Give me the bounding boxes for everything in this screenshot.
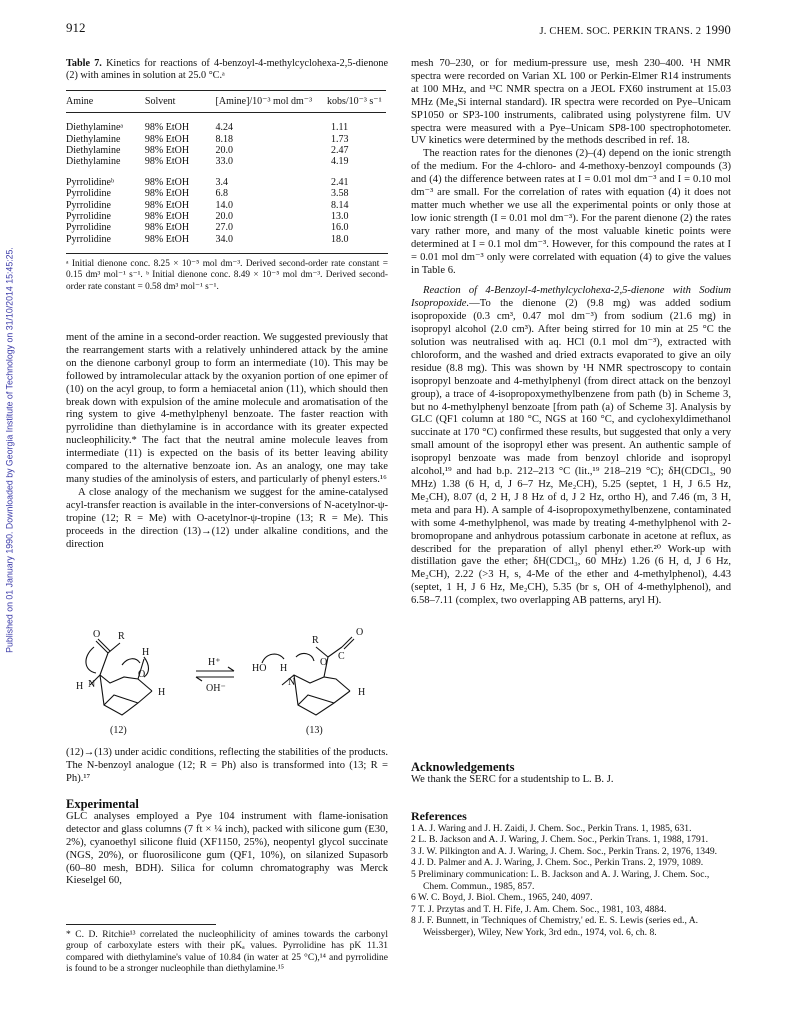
atom-o2-12: O [138, 669, 146, 680]
curly-arrow-13 [296, 654, 314, 661]
atom-h2-12: H [142, 647, 150, 658]
table-row [66, 222, 386, 233]
cell-kobs: 2.41 [330, 176, 349, 188]
page-number: 912 [66, 20, 86, 35]
reference-item: 8 J. F. Bunnett, in 'Techniques of Chemistry,' ed. E. S. Lewis (series ed., A. Weissberger), Wiley, New York, 3rd edn., 1974, vol. 6, ch. 8. [411, 915, 699, 938]
cell-amine: Pyrrolidine [66, 222, 111, 234]
reverse-arrow-head [196, 677, 202, 681]
table-row [66, 200, 386, 211]
atom-o-12: O [93, 629, 101, 640]
cell-solvent: 98% EtOH [144, 133, 190, 145]
body-paragraph [411, 285, 731, 608]
atom-h2-13: H [358, 687, 366, 698]
curly-arrow-12 [86, 647, 96, 673]
cell-solvent: 98% EtOH [144, 222, 190, 234]
cell-amine-conc: 34.0 [215, 233, 234, 245]
cell-solvent: 98% EtOH [144, 176, 190, 188]
table-caption [66, 58, 388, 83]
compound-label-13: (13) [306, 725, 323, 736]
section-heading-experimental: Experimental [66, 797, 139, 811]
cell-kobs: 2.47 [330, 145, 349, 157]
cell-amine-conc: 6.8 [215, 188, 229, 200]
right-body-text [411, 58, 731, 608]
cell-amine: Pyrrolidine [66, 211, 111, 223]
atom-h-12: H [76, 681, 84, 692]
cell-amine: Pyrrolidineᵇ [66, 176, 115, 188]
cell-solvent: 98% EtOH [144, 188, 190, 200]
forward-arrow-head [228, 667, 234, 671]
table-row [66, 145, 386, 156]
atom-o2-13: O [356, 627, 364, 638]
table-7 [66, 58, 388, 293]
reference-item: 7 T. J. Przytas and T. H. Fife, J. Am. Chem. Soc., 1981, 103, 4884. [411, 903, 667, 915]
cell-kobs: 8.14 [330, 199, 349, 211]
references-section [411, 811, 731, 939]
left-body-text [66, 332, 388, 551]
journal-header [540, 24, 732, 39]
section-heading-acknowledgements: Acknowledgements [411, 760, 515, 774]
cell-amine-conc: 20.0 [215, 145, 234, 157]
kinetics-table [66, 90, 386, 245]
watermark-text: Published on 01 January 1990. Downloaded by Georgia Institute of Technology on 31/10/2014 15:45:25. [4, 247, 15, 653]
body-paragraph: A close analogy of the mechanism we suggest for the amine-catalysed acyl-transfer reaction is available in the inter-conversions of N-acetylnor-ψ-tropine (12; R = Me) with O-acetylnor-ψ-tropine (13; R = Me). This proceeds in the direction (13)→(12) under alkaline conditions, and the direction [66, 486, 388, 550]
procedure-title: Reaction of 4-Benzoyl-4-methylcyclohexa-2,5-dienone with Sodium Isopropoxide. [411, 285, 731, 310]
cell-kobs: 1.73 [330, 133, 349, 145]
atom-n-12: N [88, 679, 96, 690]
table-row [66, 234, 386, 245]
cell-amine: Diethylamine [66, 156, 121, 168]
cell-kobs: 4.19 [330, 156, 349, 168]
reaction-scheme [66, 607, 388, 739]
cell-solvent: 98% EtOH [144, 233, 190, 245]
footnote-text: * C. D. Ritchie¹³ correlated the nucleophilicity of amines towards the carbonyl group of carboxylate esters with their pKₐ values. Pyrrolidine has pK 11.31 compared with diethylamine's value of 10.84 (in water at 25 °C),¹⁴ and pyrrolidine is found to be a stronger nucleophile than diethylamine.¹⁵ [66, 930, 388, 975]
table-row [66, 168, 386, 188]
download-watermark [3, 190, 17, 710]
body-paragraph: mesh 70–230, or for medium-pressure use, mesh 230–400. ¹H NMR spectra were recorded on Varian XL 100 or Perkin-Elmer R14 instruments at 100 MHz, and ¹³C NMR spectra on a JEOL FX60 instrument at 15.03 MHz (Me₄Si internal standard). IR spectra were recorded on Pye–Unicam SP1050 or SP3-100 instruments, calibrated using polystyrene film. UV spectra were measured with a Pye–Unicam SP8-100 spectrophotometer. UV kinetics were determined by the methods described in ref. 18. [411, 58, 731, 147]
cell-amine-conc: 4.24 [215, 122, 234, 134]
curly-arrow-12 [122, 659, 140, 665]
bridge-bond-12 [104, 695, 138, 705]
arrow-label-base: OH⁻ [206, 683, 226, 694]
header-amine: Amine [66, 90, 145, 112]
body-paragraph: The reaction rates for the dienones (2)–(4) depend on the ionic strength of the medium. For the 4-chloro- and 4-methoxy-benzoyl compounds (3) and (4) the difference between rates at I = 0.01 mol dm⁻³ and I = 0.10 mol dm⁻³ are small. For the correlation of rates with equation (4) it does not matter much whether we use all the experimental points or only those at low ionic strength (I = 0.01 mol dm⁻³). For the parent dienone (2) the rates vary rather more, and many of the most valuable kinetic points were determined at I = 0.1 mol dm⁻³. However, for this compound the rates at I = 0.01 mol dm⁻³ only were correlated with equation (4) to give the values in Table 6. [411, 148, 731, 276]
table-caption-label: Table 7. [66, 58, 102, 69]
cell-kobs: 1.11 [330, 122, 349, 134]
reference-item: 2 L. B. Jackson and A. J. Waring, J. Chem. Soc., Perkin Trans. 1, 1988, 1791. [411, 834, 708, 846]
cell-solvent: 98% EtOH [144, 122, 190, 134]
atom-h-13: H [280, 663, 288, 674]
journal-name: J. CHEM. SOC. PERKIN TRANS. 2 [539, 26, 702, 37]
cell-amine-conc: 8.18 [215, 133, 234, 145]
acknowledgements-section [411, 761, 731, 787]
table-row [66, 113, 386, 134]
cell-solvent: 98% EtOH [144, 211, 190, 223]
cell-amine-conc: 20.0 [215, 211, 234, 223]
reference-item: 1 A. J. Waring and J. H. Zaidi, J. Chem. Soc., Perkin Trans. 1, 1985, 631. [411, 822, 692, 834]
reference-item: 4 J. D. Palmer and A. J. Waring, J. Chem. Soc., Perkin Trans. 2, 1979, 1089. [411, 857, 704, 869]
ring-bond-13 [294, 675, 350, 715]
cell-amine: Diethylamine [66, 145, 121, 157]
atom-o-13: O [320, 657, 328, 668]
cell-amine-conc: 33.0 [215, 156, 234, 168]
cell-amine-conc: 14.0 [215, 199, 234, 211]
table-row [66, 134, 386, 145]
atom-ho-13: HO [252, 663, 267, 674]
cell-amine: Diethylamineᵃ [66, 122, 124, 134]
header-kobs: kobs/10⁻³ s⁻¹ [321, 90, 386, 112]
ester-o-bond-13 [316, 647, 328, 657]
cell-kobs: 13.0 [330, 211, 349, 223]
procedure-text: —To the dienone (2) (9.8 mg) was added sodium isopropoxide (0.3 cm³, 0.47 mol dm⁻³) from sodium (21.6 mg) in isopropyl alcohol (2.0 cm³). After being stirred for 10 min at 25 °C the solution was neutralised with aq. HCl (0.1 mol dm⁻³), extracted with chloroform, and the washed and dried extracts evaporated to give an oily residue (8.8 mg). This was shown by ¹H NMR spectroscopy to contain isopropyl benzoate and 4-methylphenyl (from direct attack on the benzoyl group), a trace of 4-isopropoxymethylbenzene from path (b) in Scheme 3, but no 4-methylphenyl benzoate [from path (a) of Scheme 3]. Analysis by GLC (QF1 column at 180 °C, NGS at 160 °C, and cyclohexyldimethanol succinate at 170 °C) confirmed these results, but suggested that only a very small amount of the isopropyl ether was present. An authentic sample of isopropyl benzoate was made from benzoyl chloride and isopropyl alcohol,¹⁹ and had b.p. 212–213 °C (lit.,¹⁹ 218–219 °C); δH(CDCl₃, 90 MHz) 1.38 (6 H, d, J 6–7 Hz, Me₂CH), 5.25 (septet, 1 H, J 6.5 Hz, Me₂CH), 8.07 (d, 2 H, J 8 Hz of d, J 2 Hz, ortho H), and 7.46 (m, 3 H, meta and para H). A sample of 4-isopropoxymethylbenzene, contaminated with some 4-methylphenol, was made by treating 4-methylphenol with 2-bromopropane and anhydrous potassium carbonate in acetone at reflux, as described for the preparation of allyl phenyl ether.²⁰ Work-up with distillation gave the ether; δH(CDCl₃, 60 MHz) 1.26 (6 H, d, J 6 Hz, Me₂CH), 2.22 (>3 H, s, 4-Me of the ether and 4-methylphenol), 4.43 (septet, 1 H, J 6 Hz, Me₂CH), 5.35 (br s, OH of 4-methylphenol), and 6.58–7.11 (complex, two overlapping AB patterns, aryl H). [411, 298, 731, 607]
cell-amine: Pyrrolidine [66, 188, 111, 200]
cell-amine-conc: 3.4 [215, 176, 229, 188]
body-paragraph: (12)→(13) under acidic conditions, reflecting the stabilities of the products. The N-benzoyl analogue (12; R = Ph) also is transformed into (13; R = Ph).¹⁷ [66, 747, 388, 784]
body-paragraph: ment of the amine in a second-order reaction. We suggested previously that the rearrangement starts with a relatively unhindered attack by the amine on the dienone carbonyl group to form an intermediate (10). This may be followed by intramolecular attack by the oxyanion portion of one epimer of (10) on the acyl group, to form a hemiacetal anion (11), which should then break down with expulsion of the amine molecule and aromatisation of the ring system to give 4-methylphenyl benzoate. The faster reaction with pyrrolidine than diethylamine is in accordance with its greater expected nucleophilicity.* The fact that the neutral amine molecule leaves from intermediate (11) is expected on the basis of its better leaving ability compared to the alternative benzoate ion. As an analogy, one may take many studies of the aminolysis of esters, and particularly of phenyl esters.¹⁶ [66, 332, 388, 485]
header-solvent: Solvent [145, 90, 216, 112]
section-heading-references: References [411, 809, 467, 823]
table-caption-text: Kinetics for reactions of 4-benzoyl-4-methylcyclohexa-2,5-dienone (2) with amines in solution at 25.0 °C.ᵃ [66, 58, 388, 82]
compound-label-12: (12) [110, 725, 127, 736]
atom-r-12: R [118, 631, 125, 642]
scheme-drawing [66, 607, 388, 739]
table-row [66, 188, 386, 199]
cell-amine: Pyrrolidine [66, 233, 111, 245]
bridge-bond-13 [298, 695, 334, 705]
table-row [66, 211, 386, 222]
atom-r-13: R [312, 635, 319, 646]
header-amine-conc: [Amine]/10⁻³ mol dm⁻³ [216, 90, 321, 112]
page-footnote [66, 924, 388, 976]
cell-solvent: 98% EtOH [144, 156, 190, 168]
body-paragraph: GLC analyses employed a Pye 104 instrument with flame-ionisation detector and glass columns (7 ft × ¼ inch), packed with silicone gum (E30, 2%), cyanoethyl silicone fluid (XF1150, 25%), neopentyl glycol succinate (NGS, 20%), or fluorosilicone gum (QF1, 10%), on silanized Supasorb (60–80 mesh, BDH). Silica for column chromatography was Merck Kieselgel 60, [66, 810, 388, 887]
cell-solvent: 98% EtOH [144, 199, 190, 211]
atom-h3-12: H [158, 687, 166, 698]
table-header-row [66, 90, 386, 112]
cell-kobs: 16.0 [330, 222, 349, 234]
atom-c-13: C [338, 651, 345, 662]
cell-amine-conc: 27.0 [215, 222, 234, 234]
table-row [66, 156, 386, 167]
reference-item: 6 W. C. Boyd, J. Biol. Chem., 1965, 240, 4097. [411, 892, 593, 904]
reference-item: 5 Preliminary communication: L. B. Jackson and A. J. Waring, J. Chem. Soc., Chem. Commun., 1985, 857. [411, 868, 710, 892]
cell-amine: Diethylamine [66, 133, 121, 145]
curly-arrow-13 [262, 654, 284, 663]
reference-list [411, 823, 731, 939]
table-footnote: ᵃ Initial dienone conc. 8.25 × 10⁻⁵ mol dm⁻³. Derived second-order rate constant = 0.15 dm³ mol⁻¹ s⁻¹. ᵇ Initial dienone conc. 8.49 × 10⁻⁵ mol dm⁻³. Derived second-order rate constant = 0.58 dm³ mol⁻¹ s⁻¹. [66, 253, 388, 293]
cell-solvent: 98% EtOH [144, 145, 190, 157]
atom-n-13: N [288, 677, 296, 688]
arrow-label-acid: H⁺ [208, 657, 221, 668]
left-body-continued [66, 747, 388, 786]
reference-item: 3 J. W. Pilkington and A. J. Waring, J. Chem. Soc., Perkin Trans. 2, 1976, 1349. [411, 845, 718, 857]
cell-kobs: 18.0 [330, 233, 349, 245]
experimental-section [66, 798, 388, 888]
cell-kobs: 3.58 [330, 188, 349, 200]
journal-year: 1990 [705, 23, 731, 37]
acknowledgements-text: We thank the SERC for a studentship to L. B. J. [411, 773, 614, 785]
cell-amine: Pyrrolidine [66, 199, 111, 211]
